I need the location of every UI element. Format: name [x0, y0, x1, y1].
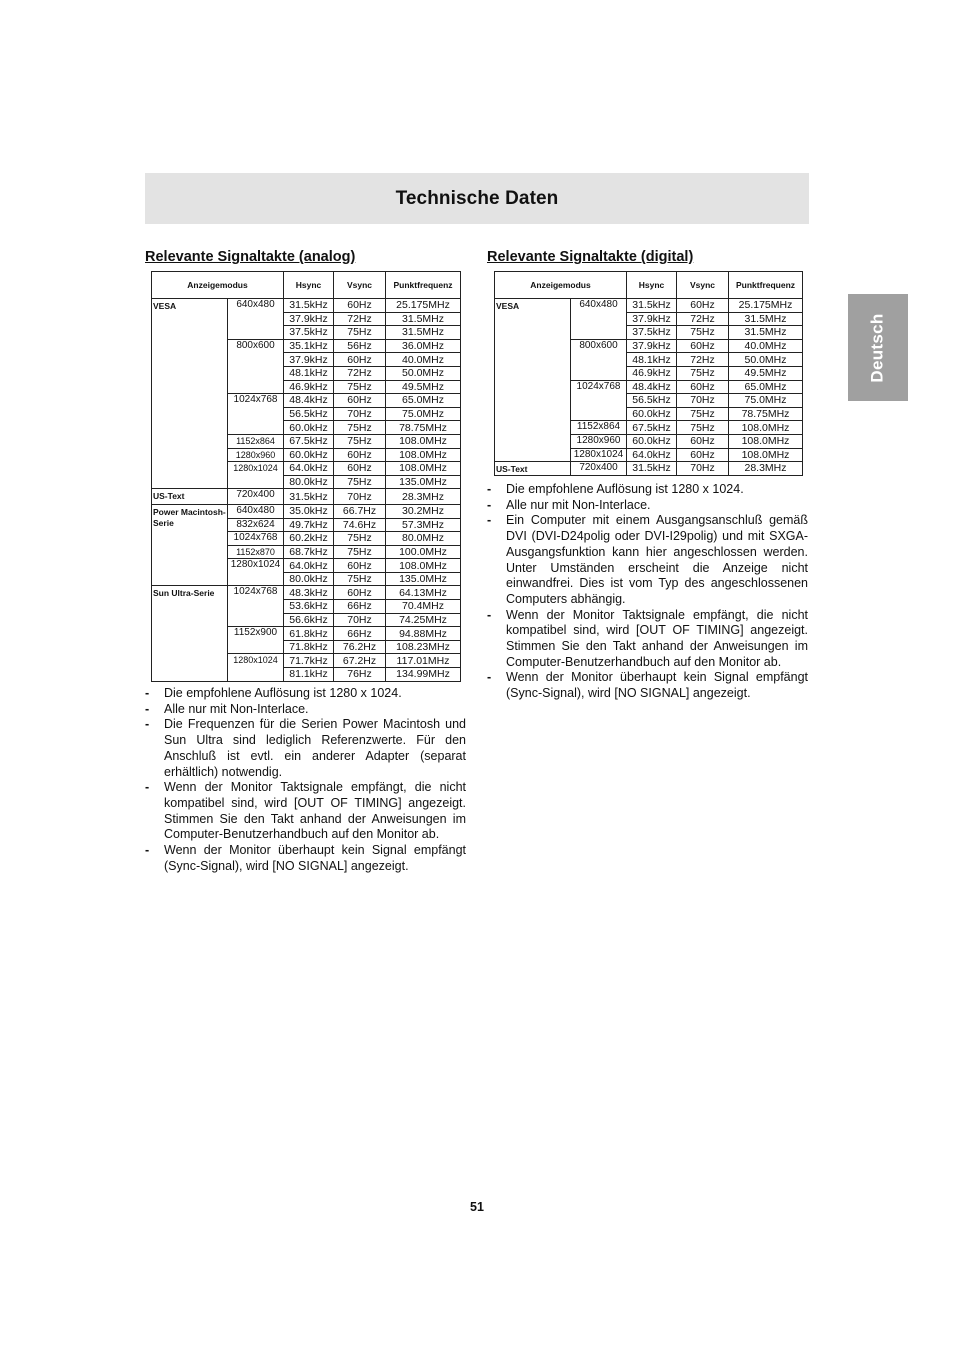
vsync-cell: 60Hz: [334, 559, 386, 573]
vsync-cell: 75Hz: [334, 572, 386, 586]
frequency-cell: 75.0MHz: [729, 394, 803, 408]
hsync-cell: 71.8kHz: [284, 640, 334, 654]
vsync-cell: 70Hz: [334, 407, 386, 421]
hsync-cell: 56.6kHz: [284, 613, 334, 627]
note-item: [145, 843, 466, 874]
bullet-dash: -: [145, 686, 150, 700]
note-item: [487, 482, 808, 498]
frequency-cell: 108.0MHz: [729, 434, 803, 448]
hsync-cell: 61.8kHz: [284, 627, 334, 641]
frequency-cell: 31.5MHz: [729, 312, 803, 326]
header-frequency: Punktfrequenz: [386, 272, 461, 299]
frequency-cell: 100.0MHz: [386, 545, 461, 559]
frequency-cell: 49.5MHz: [386, 380, 461, 394]
page-number: 51: [470, 1200, 484, 1214]
bullet-dash: -: [487, 482, 492, 496]
note-item: [487, 670, 808, 701]
vsync-cell: 60Hz: [334, 299, 386, 313]
frequency-cell: 70.4MHz: [386, 600, 461, 614]
vsync-cell: 60Hz: [334, 448, 386, 462]
frequency-cell: 57.3MHz: [386, 518, 461, 532]
mode-group: VESA: [495, 299, 571, 462]
frequency-cell: 36.0MHz: [386, 339, 461, 353]
note-item: [145, 686, 466, 702]
note-text: Wenn der Monitor Taktsignale empfängt, die nicht kompatibel sind, wird [OUT OF TIMING] angezeigt. Stimmen Sie den Takt anhand der Anweisungen im Computer-Benutzerhandbuch auf den Monitor ab.: [506, 607, 808, 669]
resolution-cell: 1280x1024: [228, 559, 284, 586]
hsync-cell: 48.4kHz: [627, 380, 677, 394]
resolution-cell: 1024x768: [571, 380, 627, 421]
vsync-cell: 72Hz: [677, 353, 729, 367]
hsync-cell: 35.1kHz: [284, 339, 334, 353]
note-item: [145, 780, 466, 843]
hsync-cell: 64.0kHz: [284, 559, 334, 573]
note-text: Ein Computer mit einem Ausgangsanschluß gemäß DVI (DVI-D24polig oder DVI-I29polig) und mit SXGA-Ausgangsfunktion kann hier angeschlossen werden. Unter Umständen erscheint die Anzeige nicht einwandfrei. Dies ist vom Typ des angeschlossenen Computers abhängig.: [506, 513, 808, 606]
frequency-cell: 117.01MHz: [386, 654, 461, 668]
frequency-cell: 28.3MHz: [729, 462, 803, 476]
hsync-cell: 56.5kHz: [284, 407, 334, 421]
frequency-cell: 75.0MHz: [386, 407, 461, 421]
vsync-cell: 60Hz: [677, 299, 729, 313]
vsync-cell: 74.6Hz: [334, 518, 386, 532]
vsync-cell: 70Hz: [677, 394, 729, 408]
bullet-dash: -: [487, 670, 492, 685]
vsync-cell: 75Hz: [677, 366, 729, 380]
table-row: [152, 489, 461, 505]
hsync-cell: 60.0kHz: [284, 421, 334, 435]
frequency-cell: 50.0MHz: [386, 366, 461, 380]
resolution-cell: 1152x864: [228, 434, 284, 448]
language-tab: [848, 294, 908, 401]
note-item: [487, 608, 808, 671]
note-item: [145, 702, 466, 718]
digital-timing-table: [494, 271, 803, 476]
resolution-cell: 640x480: [571, 299, 627, 340]
bullet-dash: -: [145, 780, 150, 795]
hsync-cell: 48.4kHz: [284, 394, 334, 408]
vsync-cell: 72Hz: [677, 312, 729, 326]
vsync-cell: 60Hz: [677, 434, 729, 448]
frequency-cell: 31.5MHz: [386, 326, 461, 340]
hsync-cell: 49.7kHz: [284, 518, 334, 532]
resolution-cell: 640x480: [228, 299, 284, 340]
vsync-cell: 66.7Hz: [334, 504, 386, 518]
header-vsync: Vsync: [677, 272, 729, 299]
note-text: Die empfohlene Auflösung ist 1280 x 1024.: [506, 482, 744, 496]
note-item: [487, 498, 808, 514]
frequency-cell: 78.75MHz: [386, 421, 461, 435]
hsync-cell: 80.0kHz: [284, 475, 334, 489]
vsync-cell: 76.2Hz: [334, 640, 386, 654]
hsync-cell: 67.5kHz: [627, 421, 677, 435]
frequency-cell: 108.0MHz: [386, 434, 461, 448]
vsync-cell: 60Hz: [334, 462, 386, 476]
hsync-cell: 60.2kHz: [284, 532, 334, 546]
hsync-cell: 80.0kHz: [284, 572, 334, 586]
hsync-cell: 46.9kHz: [627, 366, 677, 380]
frequency-cell: 135.0MHz: [386, 572, 461, 586]
frequency-cell: 135.0MHz: [386, 475, 461, 489]
hsync-cell: 60.0kHz: [627, 434, 677, 448]
bullet-dash: -: [487, 513, 492, 528]
vsync-cell: 75Hz: [334, 475, 386, 489]
digital-notes: [487, 482, 808, 702]
header-mode: Anzeigemodus: [152, 272, 284, 299]
vsync-cell: 75Hz: [677, 407, 729, 421]
note-item: [487, 513, 808, 607]
hsync-cell: 37.9kHz: [627, 312, 677, 326]
header-vsync: Vsync: [334, 272, 386, 299]
vsync-cell: 60Hz: [334, 353, 386, 367]
frequency-cell: 94.88MHz: [386, 627, 461, 641]
analog-notes: [145, 686, 466, 874]
frequency-cell: 40.0MHz: [386, 353, 461, 367]
vsync-cell: 56Hz: [334, 339, 386, 353]
note-text: Alle nur mit Non-Interlace.: [506, 497, 651, 512]
resolution-cell: 1024x768: [228, 586, 284, 627]
hsync-cell: 37.9kHz: [284, 312, 334, 326]
frequency-cell: 108.0MHz: [386, 559, 461, 573]
hsync-cell: 37.5kHz: [627, 326, 677, 340]
resolution-cell: 832x624: [228, 518, 284, 532]
note-item: [145, 717, 466, 780]
header-frequency: Punktfrequenz: [729, 272, 803, 299]
frequency-cell: 108.0MHz: [386, 448, 461, 462]
frequency-cell: 50.0MHz: [729, 353, 803, 367]
vsync-cell: 75Hz: [334, 421, 386, 435]
vsync-cell: 70Hz: [334, 613, 386, 627]
frequency-cell: 31.5MHz: [729, 326, 803, 340]
resolution-cell: 1024x768: [228, 394, 284, 435]
frequency-cell: 65.0MHz: [386, 394, 461, 408]
table-row: [495, 462, 803, 476]
vsync-cell: 75Hz: [334, 545, 386, 559]
frequency-cell: 78.75MHz: [729, 407, 803, 421]
frequency-cell: 65.0MHz: [729, 380, 803, 394]
resolution-cell: 800x600: [571, 339, 627, 380]
vsync-cell: 60Hz: [677, 339, 729, 353]
header-mode: Anzeigemodus: [495, 272, 627, 299]
hsync-cell: 31.5kHz: [284, 489, 334, 505]
table-row: [152, 504, 461, 518]
vsync-cell: 70Hz: [677, 462, 729, 476]
hsync-cell: 46.9kHz: [284, 380, 334, 394]
hsync-cell: 68.7kHz: [284, 545, 334, 559]
resolution-cell: 720x400: [571, 462, 627, 476]
note-text: Die empfohlene Auflösung ist 1280 x 1024.: [164, 686, 402, 700]
hsync-cell: 64.0kHz: [627, 448, 677, 462]
resolution-cell: 1152x870: [228, 545, 284, 559]
hsync-cell: 31.5kHz: [627, 462, 677, 476]
frequency-cell: 134.99MHz: [386, 668, 461, 682]
resolution-cell: 640x480: [228, 504, 284, 518]
hsync-cell: 35.0kHz: [284, 504, 334, 518]
resolution-cell: 1024x768: [228, 532, 284, 546]
hsync-cell: 81.1kHz: [284, 668, 334, 682]
note-text: Wenn der Monitor Taktsignale empfängt, die nicht kompatibel sind, wird [OUT OF TIMING] angezeigt. Stimmen Sie den Takt anhand der Anweisungen im Computer-Benutzerhandbuch auf den Monitor ab.: [164, 780, 466, 842]
frequency-cell: 25.175MHz: [386, 299, 461, 313]
bullet-dash: -: [145, 701, 150, 716]
analog-heading: Relevante Signaltakte (analog): [145, 249, 356, 265]
hsync-cell: 60.0kHz: [284, 448, 334, 462]
header-hsync: Hsync: [284, 272, 334, 299]
vsync-cell: 66Hz: [334, 627, 386, 641]
mode-group: VESA: [152, 299, 228, 489]
frequency-cell: 30.2MHz: [386, 504, 461, 518]
vsync-cell: 75Hz: [334, 532, 386, 546]
vsync-cell: 72Hz: [334, 312, 386, 326]
bullet-dash: -: [487, 607, 492, 622]
vsync-cell: 67.2Hz: [334, 654, 386, 668]
vsync-cell: 60Hz: [677, 448, 729, 462]
table-row: [152, 586, 461, 600]
frequency-cell: 31.5MHz: [386, 312, 461, 326]
page-title: Technische Daten: [395, 187, 559, 209]
bullet-dash: -: [145, 717, 150, 732]
hsync-cell: 31.5kHz: [627, 299, 677, 313]
frequency-cell: 25.175MHz: [729, 299, 803, 313]
table-row: [152, 299, 461, 313]
hsync-cell: 48.3kHz: [284, 586, 334, 600]
frequency-cell: 108.23MHz: [386, 640, 461, 654]
vsync-cell: 75Hz: [677, 326, 729, 340]
hsync-cell: 37.5kHz: [284, 326, 334, 340]
note-text: Alle nur mit Non-Interlace.: [164, 701, 309, 716]
language-tab-label: Deutsch: [868, 312, 888, 383]
mode-group: US-Text: [152, 489, 228, 505]
vsync-cell: 72Hz: [334, 366, 386, 380]
vsync-cell: 75Hz: [677, 421, 729, 435]
hsync-cell: 56.5kHz: [627, 394, 677, 408]
vsync-cell: 75Hz: [334, 434, 386, 448]
vsync-cell: 70Hz: [334, 489, 386, 505]
hsync-cell: 71.7kHz: [284, 654, 334, 668]
hsync-cell: 48.1kHz: [284, 366, 334, 380]
frequency-cell: 49.5MHz: [729, 366, 803, 380]
note-text: Wenn der Monitor überhaupt kein Signal empfängt (Sync-Signal), wird [NO SIGNAL] angezeigt.: [506, 670, 808, 701]
resolution-cell: 1280x1024: [571, 448, 627, 462]
vsync-cell: 60Hz: [334, 586, 386, 600]
hsync-cell: 37.9kHz: [284, 353, 334, 367]
vsync-cell: 75Hz: [334, 326, 386, 340]
resolution-cell: 1152x900: [228, 627, 284, 654]
vsync-cell: 60Hz: [334, 394, 386, 408]
mode-group: US-Text: [495, 462, 571, 476]
hsync-cell: 53.6kHz: [284, 600, 334, 614]
resolution-cell: 720x400: [228, 489, 284, 505]
frequency-cell: 80.0MHz: [386, 532, 461, 546]
frequency-cell: 108.0MHz: [729, 448, 803, 462]
vsync-cell: 75Hz: [334, 380, 386, 394]
frequency-cell: 108.0MHz: [729, 421, 803, 435]
resolution-cell: 1280x1024: [228, 654, 284, 681]
mode-group: Power Macintosh-Serie: [152, 504, 228, 586]
vsync-cell: 66Hz: [334, 600, 386, 614]
resolution-cell: 1280x1024: [228, 462, 284, 489]
vsync-cell: 76Hz: [334, 668, 386, 682]
hsync-cell: 48.1kHz: [627, 353, 677, 367]
vsync-cell: 60Hz: [677, 380, 729, 394]
frequency-cell: 28.3MHz: [386, 489, 461, 505]
hsync-cell: 67.5kHz: [284, 434, 334, 448]
frequency-cell: 108.0MHz: [386, 462, 461, 476]
mode-group: Sun Ultra-Serie: [152, 586, 228, 681]
frequency-cell: 40.0MHz: [729, 339, 803, 353]
hsync-cell: 64.0kHz: [284, 462, 334, 476]
frequency-cell: 74.25MHz: [386, 613, 461, 627]
resolution-cell: 1280x960: [571, 434, 627, 448]
note-text: Die Frequenzen für die Serien Power Macintosh und Sun Ultra sind lediglich Referenzwerte. Für den Anschluß ist evtl. ein anderer Adapter (separat erhältlich) notwendig.: [164, 717, 466, 779]
resolution-cell: 1280x960: [228, 448, 284, 462]
table-row: [495, 299, 803, 313]
hsync-cell: 31.5kHz: [284, 299, 334, 313]
bullet-dash: -: [487, 497, 492, 512]
resolution-cell: 1152x864: [571, 421, 627, 435]
hsync-cell: 60.0kHz: [627, 407, 677, 421]
analog-timing-table: [151, 271, 461, 682]
frequency-cell: 64.13MHz: [386, 586, 461, 600]
hsync-cell: 37.9kHz: [627, 339, 677, 353]
note-text: Wenn der Monitor überhaupt kein Signal empfängt (Sync-Signal), wird [NO SIGNAL] angezeigt.: [164, 843, 466, 873]
header-hsync: Hsync: [627, 272, 677, 299]
bullet-dash: -: [145, 843, 150, 858]
title-bar: [145, 173, 809, 224]
resolution-cell: 800x600: [228, 339, 284, 393]
digital-heading: Relevante Signaltakte (digital): [487, 249, 694, 265]
